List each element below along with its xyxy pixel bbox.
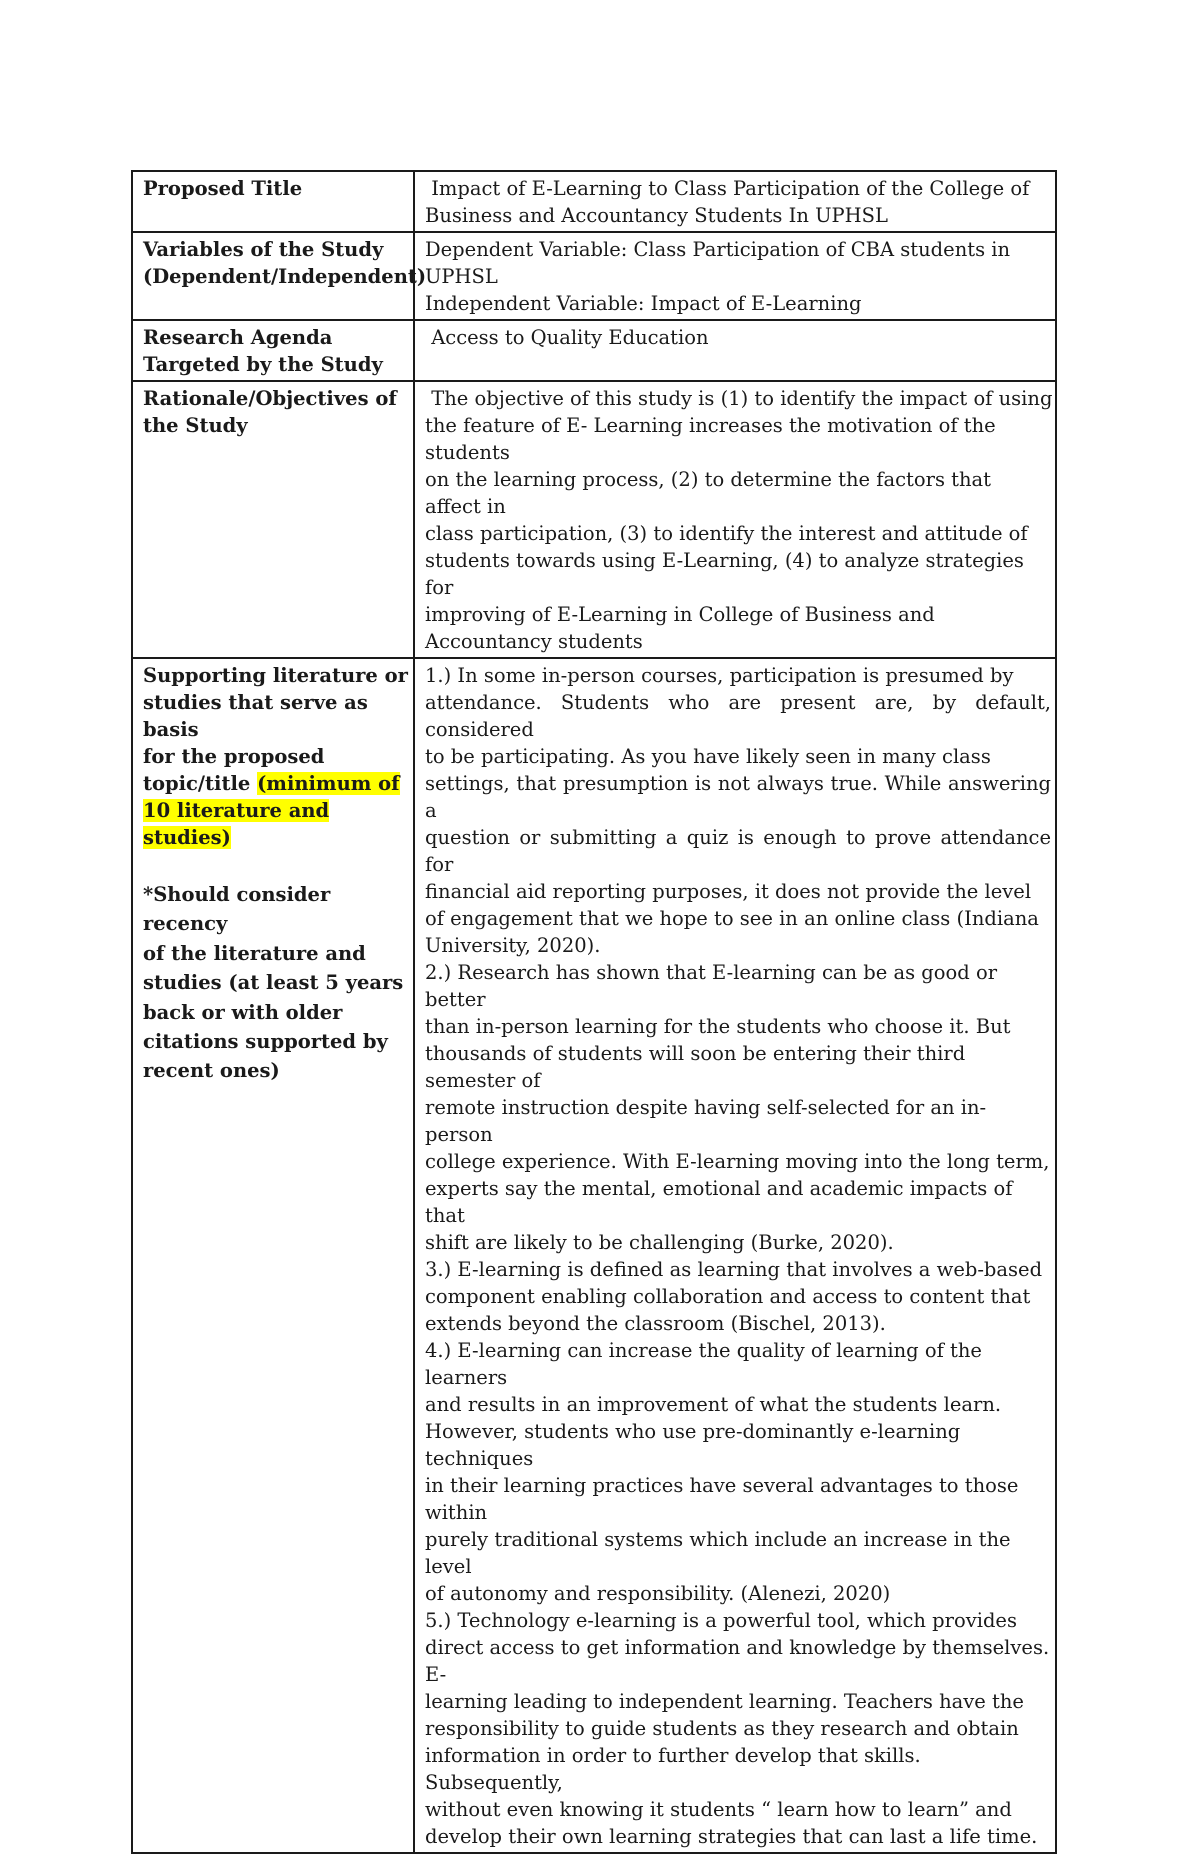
rationale-line-1: The objective of this study is (1) to identify the impact of using bbox=[425, 387, 1053, 410]
highlighted-requirement-1: (minimum of bbox=[257, 772, 400, 795]
literature-item-2 bbox=[425, 959, 1051, 1256]
literature-line: purely traditional systems which include an increase in the level bbox=[425, 1528, 1011, 1578]
independent-variable-line: Independent Variable: Impact of E-Learning bbox=[425, 292, 862, 315]
literature-line: University, 2020). bbox=[425, 934, 601, 957]
note-line-5: citations supported by bbox=[143, 1030, 388, 1054]
literature-line: and results in an improvement of what the students learn. bbox=[425, 1393, 1002, 1416]
label-supporting-literature bbox=[132, 658, 414, 1853]
literature-line: shift are likely to be challenging (Burke, 2020). bbox=[425, 1231, 894, 1254]
literature-line: 3.) E-learning is defined as learning that involves a web-based bbox=[425, 1258, 1043, 1281]
label-text: Proposed Title bbox=[143, 177, 303, 200]
literature-line: settings, that presumption is not always true. While answering a bbox=[425, 772, 1051, 822]
literature-line: remote instruction despite having self-selected for an in-person bbox=[425, 1096, 987, 1146]
literature-line: information in order to further develop that skills. Subsequently, bbox=[425, 1744, 921, 1794]
table-row-research-agenda bbox=[132, 320, 1056, 381]
note-line-3: studies (at least 5 years bbox=[143, 971, 404, 995]
literature-line: of autonomy and responsibility. (Alenezi, 2020) bbox=[425, 1582, 891, 1605]
rationale-line-4: class participation, (3) to identify the interest and attitude of bbox=[425, 522, 1028, 545]
agenda-value: Access to Quality Education bbox=[425, 326, 709, 349]
dependent-variable-line-2: UPHSL bbox=[425, 265, 498, 288]
literature-line: college experience. With E-learning moving into the long term, bbox=[425, 1150, 1050, 1173]
value-rationale bbox=[414, 381, 1056, 658]
literature-line: develop their own learning strategies that can last a life time. bbox=[425, 1825, 1038, 1848]
literature-line: in their learning practices have several advantages to those within bbox=[425, 1474, 1019, 1524]
dependent-variable-line-1: Dependent Variable: Class Participation of CBA students in bbox=[425, 238, 1011, 261]
literature-line: question or submitting a quiz is enough to prove attendance for bbox=[425, 826, 1051, 876]
literature-line: However, students who use pre-dominantly e-learning techniques bbox=[425, 1420, 961, 1470]
literature-item-5 bbox=[425, 1607, 1051, 1850]
value-variables bbox=[414, 232, 1056, 320]
title-line-2: Business and Accountancy Students In UPHSL bbox=[425, 204, 888, 227]
rationale-line-2: the feature of E- Learning increases the motivation of the students bbox=[425, 414, 996, 464]
spacer bbox=[143, 851, 409, 880]
table-row-proposed-title bbox=[132, 171, 1056, 232]
label-research-agenda bbox=[132, 320, 414, 381]
literature-line: without even knowing it students “ learn how to learn” and bbox=[425, 1798, 1012, 1821]
rationale-line-5: students towards using E-Learning, (4) to analyze strategies for bbox=[425, 549, 1024, 599]
label-line-1: Rationale/Objectives of bbox=[143, 387, 397, 410]
label-proposed-title bbox=[132, 171, 414, 232]
value-research-agenda bbox=[414, 320, 1056, 381]
label-line-1: Research Agenda bbox=[143, 326, 333, 349]
title-line-1: Impact of E-Learning to Class Participation of the College of bbox=[425, 177, 1030, 200]
label-line-1: Variables of the Study bbox=[143, 238, 384, 261]
literature-line: 4.) E-learning can increase the quality of learning of the learners bbox=[425, 1339, 982, 1389]
literature-line: 2.) Research has shown that E-learning can be as good or better bbox=[425, 961, 998, 1011]
value-supporting-literature bbox=[414, 658, 1056, 1853]
literature-item-3 bbox=[425, 1256, 1051, 1337]
literature-line: extends beyond the classroom (Bischel, 2013). bbox=[425, 1312, 886, 1335]
table-row-supporting-literature bbox=[132, 658, 1056, 1853]
label-line-3: for the proposed bbox=[143, 745, 325, 768]
note-line-6: recent ones) bbox=[143, 1059, 280, 1083]
literature-item-1 bbox=[425, 662, 1051, 959]
table-row-rationale bbox=[132, 381, 1056, 658]
literature-line: of engagement that we hope to see in an online class (Indiana bbox=[425, 907, 1039, 930]
note-line-4: back or with older bbox=[143, 1000, 343, 1024]
rationale-line-3: on the learning process, (2) to determine the factors that affect in bbox=[425, 468, 992, 518]
label-line-2: the Study bbox=[143, 414, 248, 437]
label-line-4 bbox=[143, 770, 409, 797]
literature-line: direct access to get information and knowledge by themselves. E- bbox=[425, 1636, 1050, 1686]
rationale-line-7: Accountancy students bbox=[425, 630, 643, 653]
literature-line: to be participating. As you have likely seen in many class bbox=[425, 745, 991, 768]
label-rationale bbox=[132, 381, 414, 658]
literature-line: financial aid reporting purposes, it does not provide the level bbox=[425, 880, 1032, 903]
literature-line: component enabling collaboration and access to content that bbox=[425, 1285, 1031, 1308]
literature-line: learning leading to independent learning. Teachers have the bbox=[425, 1690, 1024, 1713]
label-line-2: (Dependent/Independent) bbox=[143, 265, 427, 288]
literature-line: attendance. Students who are present are, by default, considered bbox=[425, 691, 1051, 741]
label-line-2: studies that serve as basis bbox=[143, 691, 368, 741]
literature-line: than in-person learning for the students who choose it. But bbox=[425, 1015, 1011, 1038]
literature-item-4 bbox=[425, 1337, 1051, 1607]
note-line-2: of the literature and bbox=[143, 941, 366, 965]
label-variables bbox=[132, 232, 427, 320]
table-row-variables bbox=[132, 232, 1056, 320]
label-line-1: Supporting literature or bbox=[143, 664, 408, 687]
proposal-table bbox=[131, 170, 1057, 1854]
literature-line: 5.) Technology e-learning is a powerful tool, which provides bbox=[425, 1609, 1017, 1632]
note-line-1: *Should consider recency bbox=[143, 883, 331, 936]
literature-line: responsibility to guide students as they research and obtain bbox=[425, 1717, 1019, 1740]
label-line-2: Targeted by the Study bbox=[143, 353, 383, 376]
highlighted-requirement-2: 10 literature and studies) bbox=[143, 799, 330, 849]
value-proposed-title bbox=[414, 171, 1056, 232]
literature-line: thousands of students will soon be entering their third semester of bbox=[425, 1042, 966, 1092]
literature-line: 1.) In some in-person courses, participation is presumed by bbox=[425, 664, 1014, 687]
label-line-5 bbox=[143, 797, 409, 851]
rationale-line-6: improving of E-Learning in College of Business and bbox=[425, 603, 935, 626]
literature-line: experts say the mental, emotional and academic impacts of that bbox=[425, 1177, 1013, 1227]
label-prefix: topic/title bbox=[143, 772, 258, 795]
